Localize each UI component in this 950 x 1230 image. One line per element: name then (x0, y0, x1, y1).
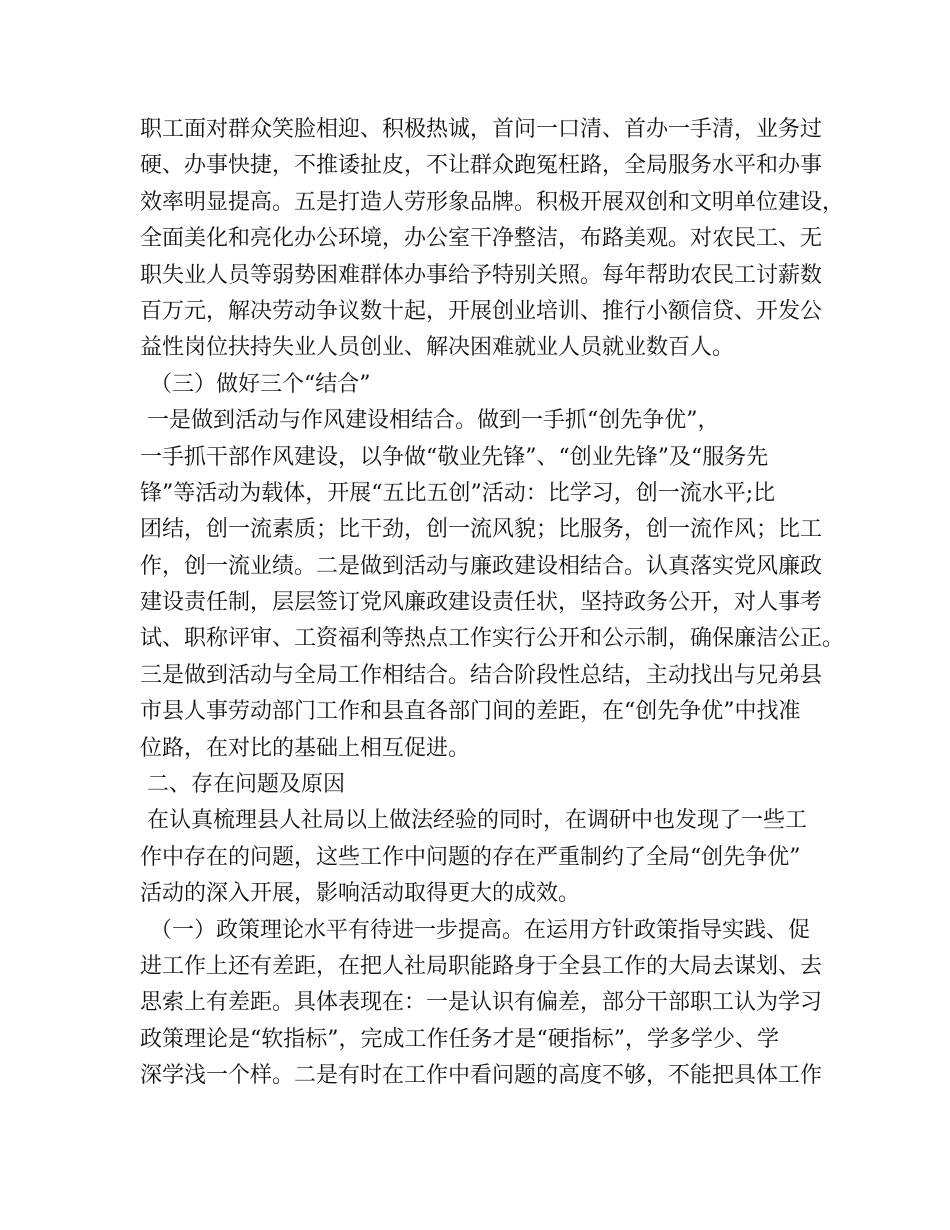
text-line: 位路，在对比的基础上相互促进。 (140, 735, 471, 761)
text-line: 职失业人员等弱势困难群体办事给予特别关照。每年帮助农民工讨薪数 (140, 262, 823, 288)
text-line: 思索上有差距。具体表现在：一是认识有偏差，部分干部职工认为学习 (140, 990, 823, 1016)
text-line: 市县人事劳动部门工作和县直各部门间的差距，在“创先争优”中找准 (140, 699, 801, 725)
text-line: 硬、办事快捷，不推诿扯皮，不让群众跑冤枉路，全局服务水平和办事 (140, 153, 823, 179)
document-body (140, 112, 845, 1095)
text-line: 试、职称评审、工资福利等热点工作实行公开和公示制，确保廉洁公正。 (140, 626, 845, 652)
text-line: 百万元，解决劳动争议数十起，开展创业培训、推行小额信贷、开发公 (140, 298, 823, 324)
text-line: 作，创一流业绩。二是做到活动与廉政建设相结合。认真落实党风廉政 (140, 553, 823, 579)
text-line: 职工面对群众笑脸相迎、积极热诚，首问一口清、首办一手清，业务过 (140, 117, 823, 142)
text-line: 锋”等活动为载体，开展“五比五创”活动：比学习，创一流水平;比 (140, 480, 776, 506)
section-heading: 二、存在问题及原因 (140, 772, 345, 798)
text-line: 益性岗位扶持失业人员创业、解决困难就业人员就业数百人。 (140, 335, 735, 361)
text-line: 深学浅一个样。二是有时在工作中看问题的高度不够，不能把具体工作 (140, 1063, 823, 1089)
section-heading: （一）政策理论水平有待进一步提高。在运用方针政策指导实践、促 (150, 917, 811, 943)
text-line: 作中存在的问题，这些工作中问题的存在严重制约了全局“创先争优” (140, 844, 801, 870)
text-line: 进工作上还有差距，在把人社局职能路身于全县工作的大局去谋划、去 (140, 953, 823, 979)
text-line: 三是做到活动与全局工作相结合。结合阶段性总结，主动找出与兄弟县 (140, 662, 823, 688)
text-line: 建设责任制，层层签订党风廉政建设责任状，坚持政务公开，对人事考 (140, 590, 823, 616)
text-line: 一手抓干部作风建设，以争做“敬业先锋”、“创业先锋”及“服务先 (140, 444, 769, 470)
text-line: 效率明显提高。五是打造人劳形象品牌。积极开展双创和文明单位建设， (140, 189, 845, 215)
text-line: 一是做到活动与作风建设相结合。做到一手抓“创先争优”， (140, 408, 720, 434)
text-line: 团结，创一流素质；比干劲，创一流风貌；比服务，创一流作风；比工 (140, 517, 823, 543)
text-line: 全面美化和亮化办公环境，办公室干净整洁，布路美观。对农民工、无 (140, 226, 823, 252)
text-line: 在认真梳理县人社局以上做法经验的同时，在调研中也发现了一些工 (140, 808, 807, 834)
section-heading: （三）做好三个“结合” (150, 371, 371, 397)
text-line: 政策理论是“软指标”，完成工作任务才是“硬指标”，学多学少、学 (140, 1026, 779, 1052)
text-line: 活动的深入开展，影响活动取得更大的成效。 (140, 881, 581, 907)
